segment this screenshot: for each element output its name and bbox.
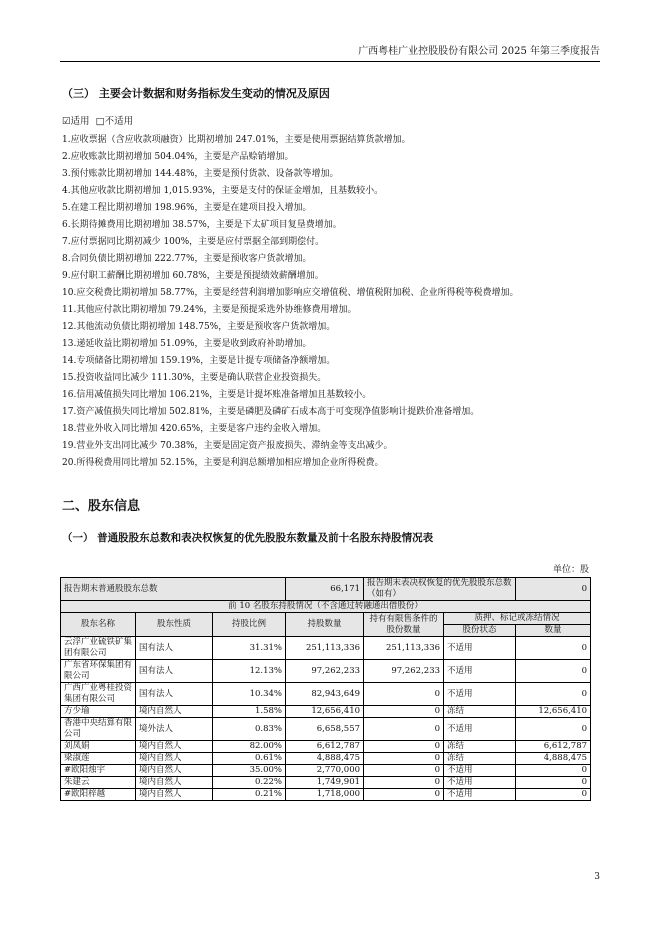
holder-nature: 境内自然人 — [136, 753, 213, 765]
holder-restricted: 0 — [364, 718, 444, 741]
table-header-row — [61, 613, 591, 625]
holder-name: 朱建云 — [61, 777, 136, 789]
holder-name: 刘凤娟 — [61, 741, 136, 753]
holder-name: 梁淑莲 — [61, 753, 136, 765]
holder-status: 不适用 — [444, 789, 516, 801]
pref-holders-label: 报告期末表决权恢复的优先股股东总数（如有） — [364, 578, 516, 601]
holder-name: 广西广业粤桂投资集团有限公司 — [61, 683, 136, 706]
subsection-heading: （一） 普通股股东总数和表决权恢复的优先股股东数量及前十名股东持股情况表 — [62, 532, 434, 544]
change-reasons-list — [62, 132, 602, 472]
reason-item: 14.专项储备比期初增加 159.19%，主要是计提专项储备净额增加。 — [62, 356, 336, 366]
holder-count: 0 — [516, 789, 591, 801]
holder-status: 冻结 — [444, 706, 516, 718]
holder-restricted: 0 — [364, 765, 444, 777]
table-row — [61, 660, 591, 683]
reason-item: 13.递延收益比期初增加 51.09%，主要是收到政府补助增加。 — [62, 339, 312, 349]
header-ratio: 持股比例 — [213, 613, 286, 637]
holder-nature: 国有法人 — [136, 683, 213, 706]
unchecked-box-icon: □ — [95, 116, 105, 127]
holder-qty: 2,770,000 — [286, 765, 364, 777]
reason-item: 17.资产减值损失同比增加 502.81%，主要是磷肥及磷矿石成本高于可变现净值影响计提跌价准备增加。 — [62, 407, 480, 417]
holder-count: 4,888,475 — [516, 753, 591, 765]
holder-ratio: 1.58% — [213, 706, 286, 718]
reason-item: 12.其他流动负债比期初增加 148.75%，主要是预收客户货款增加。 — [62, 322, 336, 332]
holder-status: 冻结 — [444, 753, 516, 765]
holder-nature: 境外法人 — [136, 718, 213, 741]
holder-qty: 1,749,901 — [286, 777, 364, 789]
holder-qty: 6,612,787 — [286, 741, 364, 753]
holder-qty: 4,888,475 — [286, 753, 364, 765]
holder-ratio: 10.34% — [213, 683, 286, 706]
reason-item: 19.营业外支出同比减少 70.38%，主要是固定资产报废损失、滞纳金等支出减少。 — [62, 441, 393, 451]
table-row — [61, 741, 591, 753]
holder-restricted: 0 — [364, 706, 444, 718]
holder-count: 0 — [516, 637, 591, 660]
reason-item: 11.其他应付款比期初增加 79.24%，主要是预提采选外协维修费用增加。 — [62, 305, 357, 315]
reason-item: 3.预付账款比期初增加 144.48%，主要是预付货款、设备款等增加。 — [62, 169, 339, 179]
shareholder-table — [60, 577, 591, 801]
table-row — [61, 753, 591, 765]
section-title: （三） 主要会计数据和财务指标发生变动的情况及原因 — [62, 87, 330, 100]
holder-restricted: 0 — [364, 683, 444, 706]
holder-ratio: 35.00% — [213, 765, 286, 777]
holder-qty: 97,262,233 — [286, 660, 364, 683]
header-qty: 持股数量 — [286, 613, 364, 637]
holder-restricted: 0 — [364, 753, 444, 765]
holder-count: 0 — [516, 765, 591, 777]
option-applicable: 适用 — [70, 116, 90, 127]
table-row — [61, 718, 591, 741]
holder-name: #欧阳烛宇 — [61, 765, 136, 777]
holder-qty: 12,656,410 — [286, 706, 364, 718]
holder-restricted: 0 — [364, 789, 444, 801]
header-name: 股东名称 — [61, 613, 136, 637]
table-row — [61, 637, 591, 660]
section-heading-shareholders: 二、股东信息 — [62, 499, 141, 514]
holder-restricted: 0 — [364, 741, 444, 753]
holder-status: 不适用 — [444, 660, 516, 683]
page-number: 3 — [594, 872, 600, 882]
holder-qty: 82,943,649 — [286, 683, 364, 706]
holder-nature: 境内自然人 — [136, 789, 213, 801]
holder-nature: 境内自然人 — [136, 706, 213, 718]
holder-ratio: 0.83% — [213, 718, 286, 741]
reason-item: 1.应收票据（含应收款项融资）比期初增加 247.01%，主要是使用票据结算货款增加。 — [62, 135, 411, 145]
total-holders-value: 66,171 — [286, 578, 364, 601]
holder-status: 不适用 — [444, 637, 516, 660]
header-nature: 股东性质 — [136, 613, 213, 637]
pref-holders-value: 0 — [516, 578, 591, 601]
holder-count: 0 — [516, 683, 591, 706]
table-row-title — [61, 601, 591, 613]
reason-item: 8.合同负债比期初增加 222.77%，主要是预收客户货款增加。 — [62, 254, 312, 264]
holder-nature: 境内自然人 — [136, 741, 213, 753]
holder-status: 不适用 — [444, 777, 516, 789]
holder-restricted: 251,113,336 — [364, 637, 444, 660]
holder-ratio: 82.00% — [213, 741, 286, 753]
option-not-applicable: 不适用 — [104, 116, 134, 127]
reason-item: 10.应交税费比期初增加 58.77%，主要是经营利润增加影响应交增值税、增值税附加税、企业所得税等税费增加。 — [62, 288, 519, 298]
holder-restricted: 0 — [364, 777, 444, 789]
top10-title: 前 10 名股东持股情况（不含通过转融通出借股份） — [61, 601, 591, 613]
reason-item: 18.营业外收入同比增加 420.65%，主要是客户违约金收入增加。 — [62, 424, 327, 434]
holder-name: 方少瑜 — [61, 706, 136, 718]
reason-item: 20.所得税费用同比增加 52.15%，主要是利润总额增加相应增加企业所得税费。 — [62, 458, 384, 468]
holder-nature: 国有法人 — [136, 637, 213, 660]
holder-qty: 251,113,336 — [286, 637, 364, 660]
header-pledge: 质押、标记或冻结情况 — [444, 613, 591, 625]
holder-ratio: 0.22% — [213, 777, 286, 789]
header-restricted: 持有有限售条件的股份数量 — [364, 613, 444, 637]
holder-count: 0 — [516, 718, 591, 741]
applicability-option — [62, 113, 133, 127]
reason-item: 5.在建工程比期初增加 198.96%，主要是在建项目投入增加。 — [62, 203, 312, 213]
holder-qty: 1,718,000 — [286, 789, 364, 801]
holder-qty: 6,658,557 — [286, 718, 364, 741]
checked-box-icon: ☑ — [62, 116, 71, 127]
holder-name: 广东省环保集团有限公司 — [61, 660, 136, 683]
holder-ratio: 31.31% — [213, 637, 286, 660]
table-row-totals — [61, 578, 591, 601]
holder-count: 0 — [516, 777, 591, 789]
holder-ratio: 0.21% — [213, 789, 286, 801]
table-row — [61, 777, 591, 789]
reason-item: 15.投资收益同比减少 111.30%，主要是确认联营企业投资损失。 — [62, 373, 327, 383]
holder-nature: 境内自然人 — [136, 777, 213, 789]
unit-label: 单位：股 — [552, 565, 589, 575]
table-row — [61, 706, 591, 718]
holder-status: 冻结 — [444, 741, 516, 753]
holder-name: 香港中央结算有限公司 — [61, 718, 136, 741]
reason-item: 4.其他应收款比期初增加 1,015.93%，主要是支付的保证金增加，且基数较小。 — [62, 186, 384, 196]
reason-item: 16.信用减值损失同比增加 106.21%，主要是计提坏账准备增加且基数较小。 — [62, 390, 372, 400]
reason-item: 9.应付职工薪酬比期初增加 60.78%，主要是预提绩效薪酬增加。 — [62, 271, 324, 281]
holder-status: 不适用 — [444, 718, 516, 741]
table-row — [61, 683, 591, 706]
holder-count: 0 — [516, 660, 591, 683]
holder-status: 不适用 — [444, 765, 516, 777]
reason-item: 2.应收账款比期初增加 504.04%，主要是产品赊销增加。 — [62, 152, 294, 162]
reason-item: 6.长期待摊费用比期初增加 38.57%，主要是下太矿项目复垦费增加。 — [62, 220, 342, 230]
holder-count: 6,612,787 — [516, 741, 591, 753]
holder-name: #欧阳梓越 — [61, 789, 136, 801]
holder-count: 12,656,410 — [516, 706, 591, 718]
holder-restricted: 97,262,233 — [364, 660, 444, 683]
holder-status: 不适用 — [444, 683, 516, 706]
holder-ratio: 0.61% — [213, 753, 286, 765]
table-row — [61, 765, 591, 777]
holder-nature: 境内自然人 — [136, 765, 213, 777]
total-holders-label: 报告期末普通股股东总数 — [61, 578, 286, 601]
table-row — [61, 789, 591, 801]
holder-nature: 国有法人 — [136, 660, 213, 683]
reason-item: 7.应付票据同比期初减少 100%，主要是应付票据全部到期偿付。 — [62, 237, 325, 247]
holder-name: 云浮广业硫铁矿集团有限公司 — [61, 637, 136, 660]
holder-ratio: 12.13% — [213, 660, 286, 683]
page-header: 广西粤桂广业控股股份有限公司 2025 年第三季度报告 — [60, 42, 600, 62]
header-count: 数量 — [516, 625, 591, 637]
header-status: 股份状态 — [444, 625, 516, 637]
